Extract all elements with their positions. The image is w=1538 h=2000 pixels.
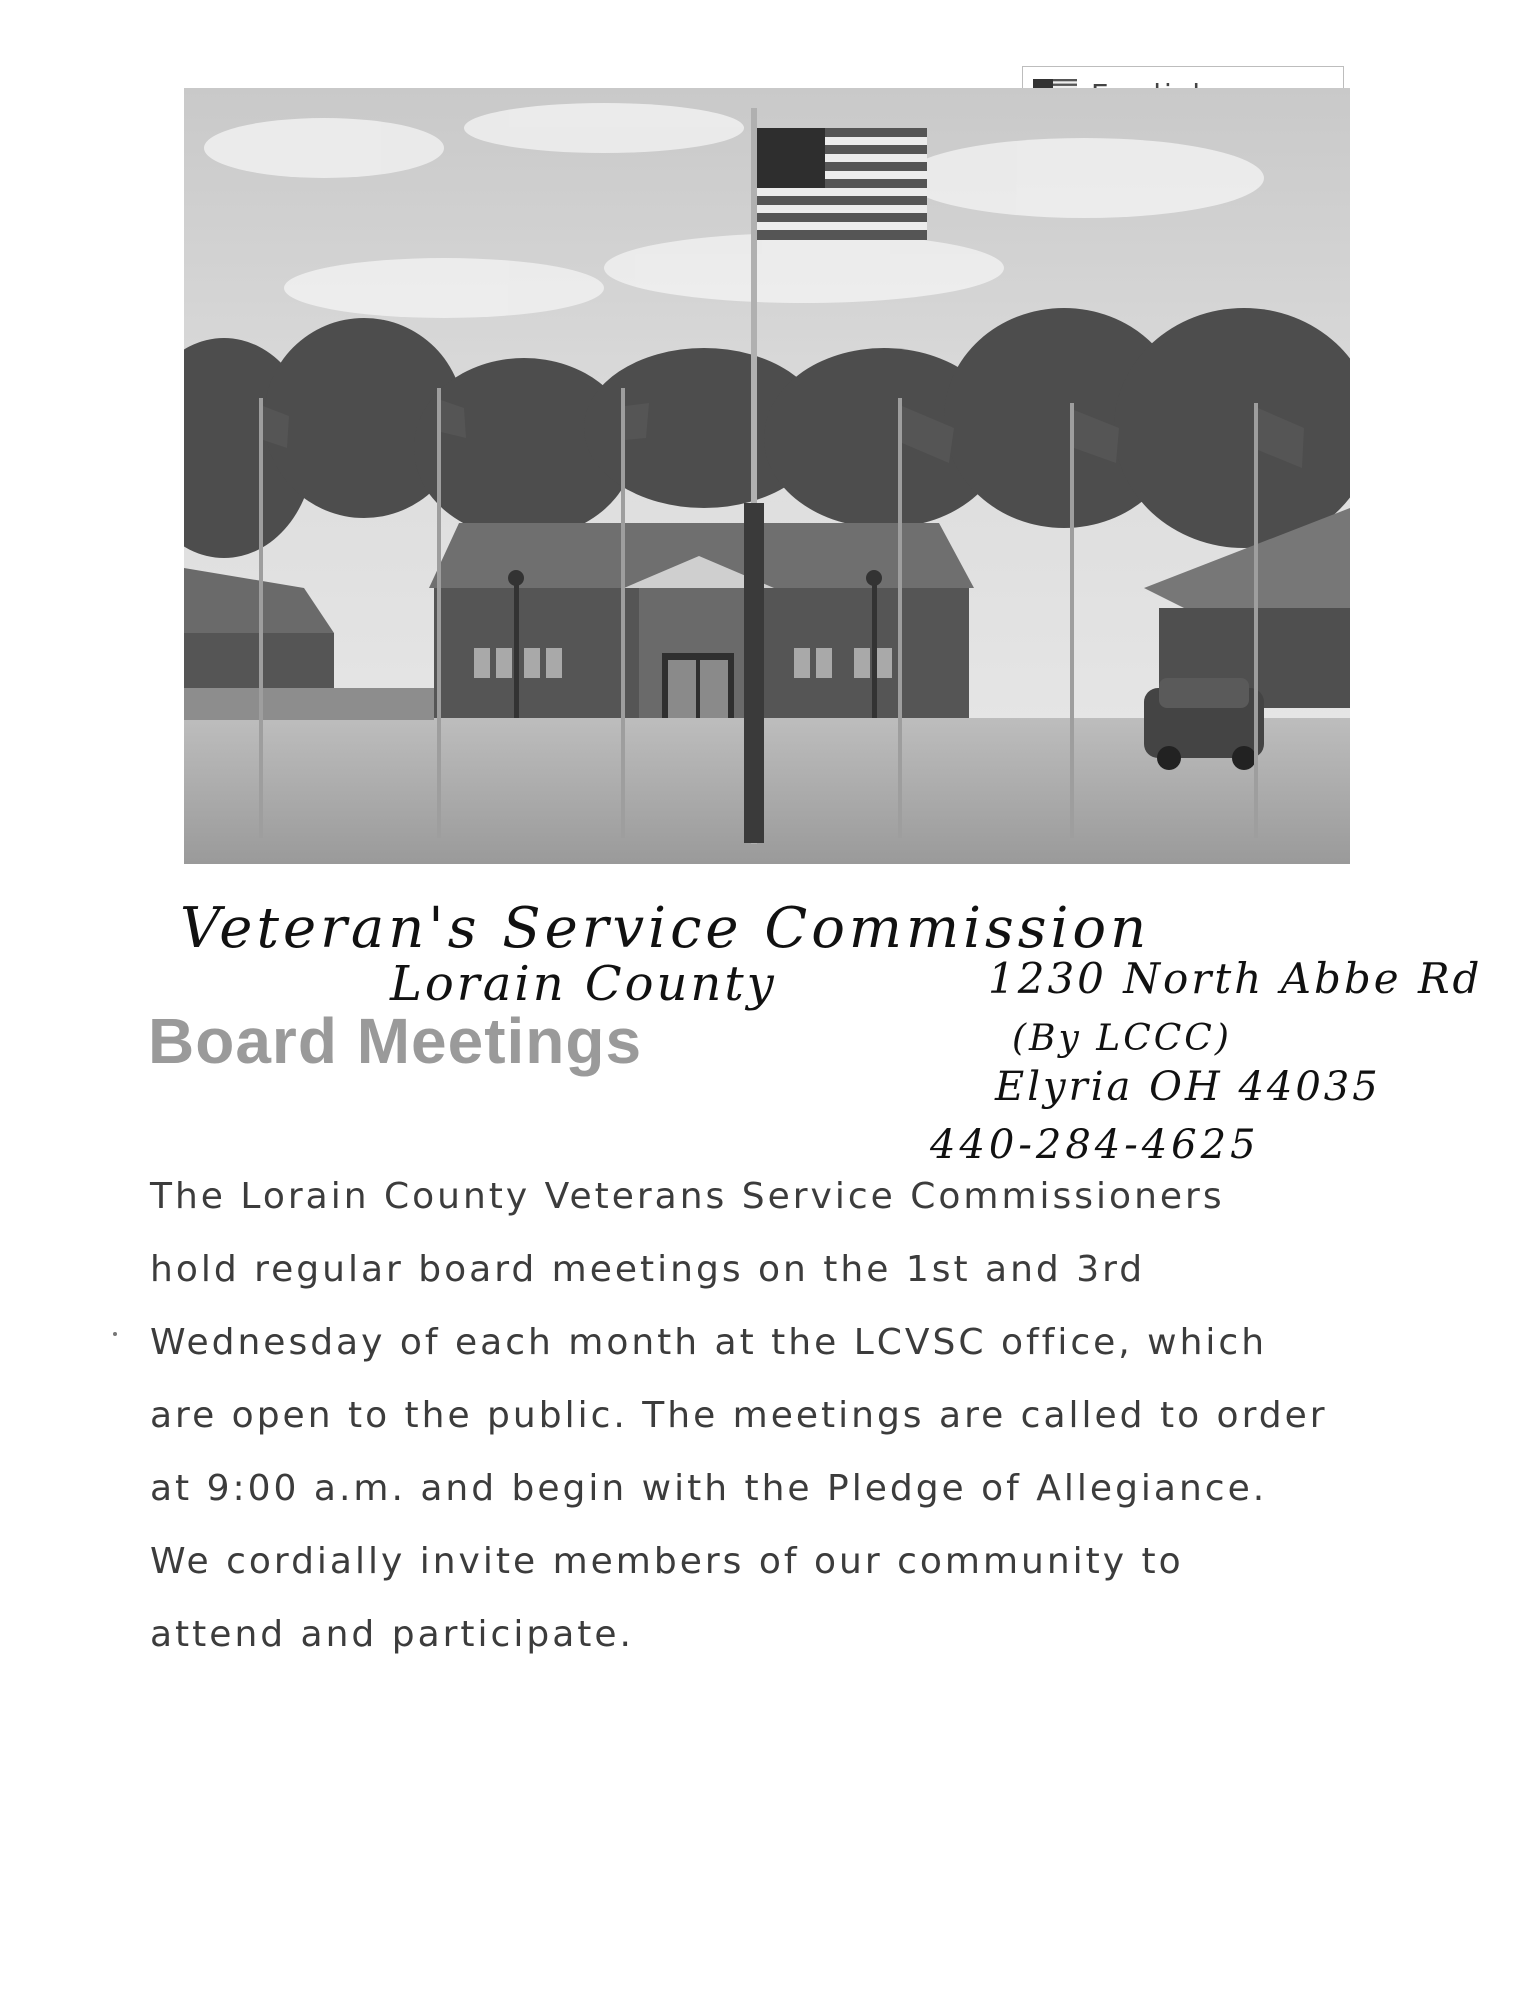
handwritten-phone: 440-284-4625	[930, 1122, 1260, 1168]
handwritten-street-address: 1230 North Abbe Rd	[988, 954, 1483, 1003]
page-heading: Board Meetings	[148, 1005, 643, 1077]
paragraph-line: The Lorain County Veterans Service Commissioners	[150, 1176, 1225, 1217]
paragraph-line: are open to the public. The meetings are called to order	[150, 1395, 1328, 1436]
handwritten-title: Veteran's Service Commission	[180, 896, 1151, 961]
paragraph-line: attend and participate.	[150, 1614, 634, 1655]
paragraph-line: at 9:00 a.m. and begin with the Pledge of Allegiance.	[150, 1468, 1268, 1509]
handwritten-landmark: (By LCCC)	[1012, 1018, 1232, 1059]
paragraph-line: We cordially invite members of our community to	[150, 1541, 1184, 1582]
paragraph-line: hold regular board meetings on the 1st and 3rd	[150, 1249, 1146, 1290]
building-photo	[184, 88, 1350, 864]
paragraph-line: Wednesday of each month at the LCVSC office, which	[150, 1322, 1268, 1363]
scan-speck	[113, 1332, 117, 1336]
handwritten-city-state-zip: Elyria OH 44035	[995, 1064, 1381, 1110]
handwritten-county: Lorain County	[390, 956, 777, 1012]
meeting-description	[150, 1160, 1450, 1671]
